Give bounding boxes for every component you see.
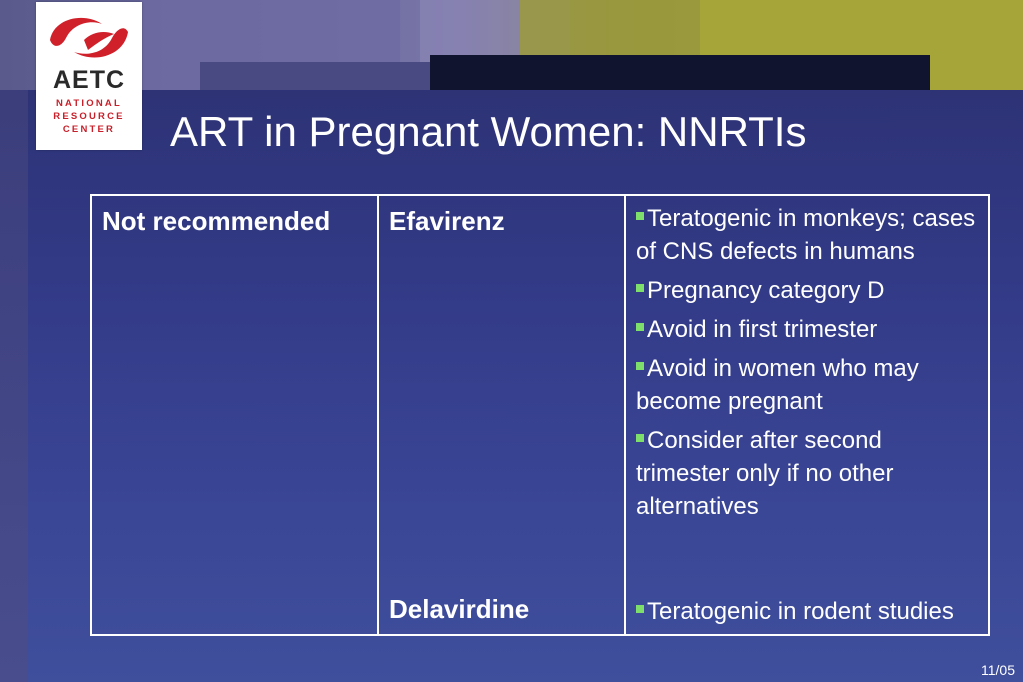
bullet-icon bbox=[636, 362, 644, 370]
notes-cell bbox=[625, 195, 989, 635]
slide-title: ART in Pregnant Women: NNRTIs bbox=[170, 108, 807, 155]
drug-cell bbox=[378, 195, 625, 635]
list-item: Teratogenic in monkeys; cases of CNS defects in humans bbox=[636, 205, 976, 265]
category-label: Not recommended bbox=[102, 206, 331, 236]
logo-line-1: NATIONAL bbox=[56, 98, 122, 109]
delavirdine-note: Teratogenic in rodent studies bbox=[636, 595, 954, 628]
bullet-icon bbox=[636, 284, 644, 292]
bullet-icon bbox=[636, 212, 644, 220]
list-item: Consider after second trimester only if no other alternatives bbox=[636, 427, 894, 520]
list-item: Pregnancy category D bbox=[636, 274, 978, 307]
drug-efavirenz: Efavirenz bbox=[389, 206, 505, 236]
bullet-icon bbox=[636, 605, 644, 613]
logo-line-2: RESOURCE bbox=[53, 111, 125, 122]
swoosh-icon bbox=[44, 10, 134, 66]
header-banner bbox=[0, 0, 1023, 90]
logo-acronym: AETC bbox=[52, 66, 126, 94]
aetc-logo bbox=[36, 2, 142, 150]
efavirenz-notes bbox=[636, 202, 978, 523]
logo-line-3: CENTER bbox=[62, 124, 116, 135]
nnrti-table bbox=[90, 194, 990, 636]
list-item: Avoid in first trimester bbox=[636, 313, 978, 346]
bullet-icon bbox=[636, 434, 644, 442]
drug-delavirdine: Delavirdine bbox=[389, 594, 530, 624]
bullet-icon bbox=[636, 323, 644, 331]
left-strip bbox=[0, 90, 28, 682]
list-item: Avoid in women who may become pregnant bbox=[636, 355, 919, 415]
category-cell bbox=[91, 195, 378, 635]
page-number: 11/05 bbox=[981, 662, 1015, 678]
